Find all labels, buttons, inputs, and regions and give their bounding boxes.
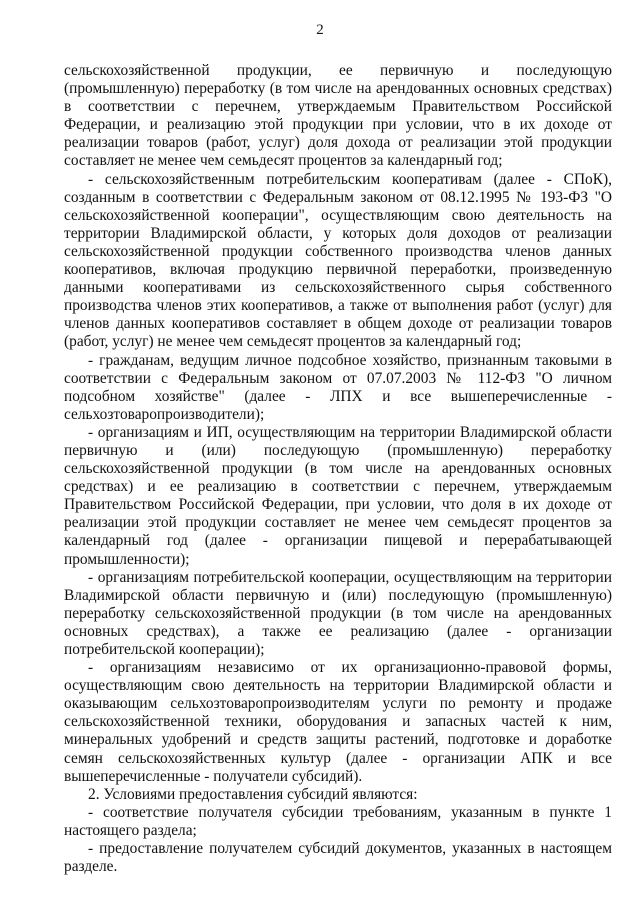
paragraph: - организациям независимо от их организационно-правовой формы, осуществляющим свою деятельность на территории Владимирской области и оказывающим сельхозтоваропроизводителям услуги по ремонту и продаже сельскохозяйственной техники, оборудования и запасных частей к ним, минеральных удобрений и средств защиты растений, подготовке и доработке семян сельскохозяйственных культур (далее - организации АПК и все вышеперечисленные - получатели субсидий). <box>64 659 612 785</box>
paragraph: сельскохозяйственной продукции, ее первичную и последующую (промышленную) переработку (в том числе на арендованных основных средствах) в соответствии с перечнем, утверждаемым Правительством Российской Федерации, и реализацию этой продукции при условии, что в их доходе от реализации товаров (работ, услуг) доля дохода от реализации этой продукции составляет не менее чем семьдесят процентов за календарный год; <box>64 62 612 170</box>
paragraph: - соответствие получателя субсидии требованиям, указанным в пункте 1 настоящего раздела; <box>64 803 612 839</box>
document-body <box>64 62 612 876</box>
page-number: 2 <box>316 22 324 38</box>
paragraph: - организациям потребительской кооперации, осуществляющим на территории Владимирской области первичную и (или) последующую (промышленную) переработку сельскохозяйственной продукции (в том числе на арендованных основных средствах), а также ее реализацию (далее - организации потребительской кооперации); <box>64 568 612 658</box>
paragraph: - предоставление получателем субсидий документов, указанных в настоящем разделе. <box>64 840 612 876</box>
paragraph: - сельскохозяйственным потребительским кооперативам (далее - СПоК), созданным в соответствии с Федеральным законом от 08.12.1995 № 193-ФЗ "О сельскохозяйственной кооперации", осуществляющим свою деятельность на территории Владимирской области, у которых доля доходов от реализации сельскохозяйственной продукции собственного производства членов данных кооперативов, включая продукцию первичной переработки, произведенную данными кооперативами из сельскохозяйственного сырья собственного производства членов этих кооперативов, а также от выполнения работ (услуг) для членов данных кооперативов составляет в общем доходе от реализации товаров (работ, услуг) не менее чем семьдесят процентов за календарный год; <box>64 170 612 351</box>
paragraph: 2. Условиями предоставления субсидий являются: <box>88 785 418 803</box>
paragraph: - организациям и ИП, осуществляющим на территории Владимирской области первичную и (или) последующую (промышленную) переработку сельскохозяйственной продукции (в том числе на арендованных основных средствах) и ее реализацию в соответствии с перечнем, утверждаемым Правительством Российской Федерации, при условии, что доля в их доходе от реализации этой продукции составляет не менее чем семьдесят процентов за календарный год (далее - организации пищевой и перерабатывающей промышленности); <box>64 423 612 568</box>
paragraph: - гражданам, ведущим личное подсобное хозяйство, признанным таковыми в соответствии с Федеральным законом от 07.07.2003 № 112-ФЗ "О личном подсобном хозяйстве" (далее - ЛПХ и все вышеперечисленные - сельхозтоваропроизводители); <box>64 351 612 423</box>
